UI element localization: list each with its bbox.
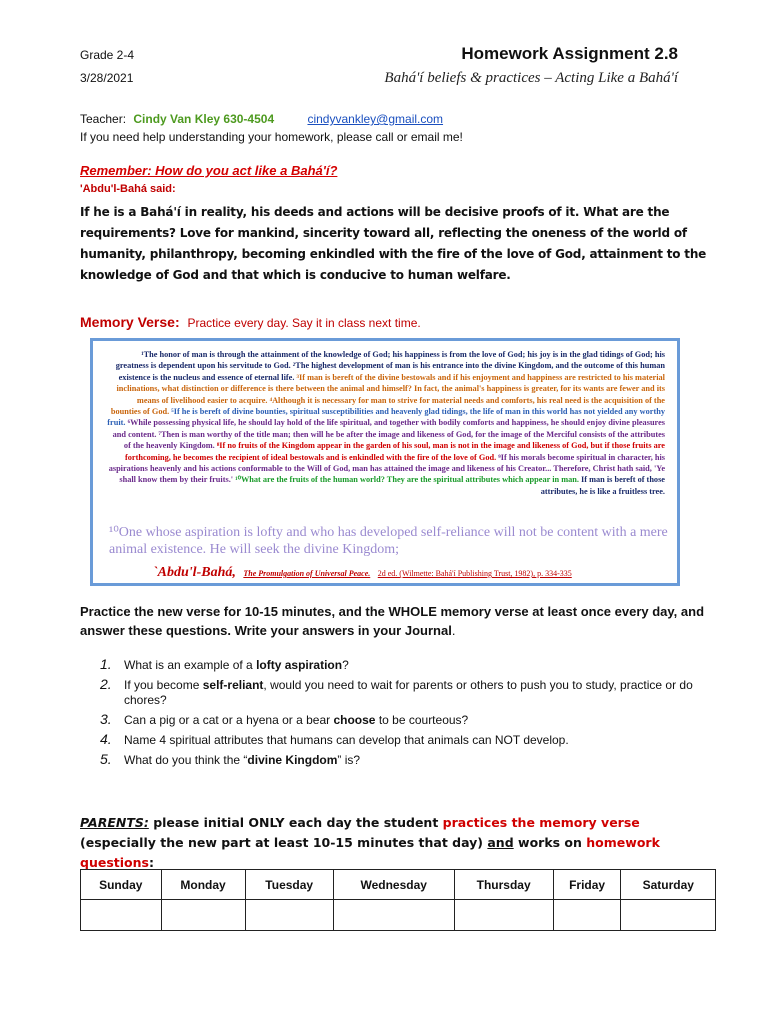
question-keyword: divine Kingdom: [247, 753, 338, 767]
question-list: [100, 658, 710, 773]
teacher-label: Teacher:: [80, 112, 127, 126]
page-title: Homework Assignment 2.8: [461, 44, 678, 63]
verse-part-10: If man is bereft of those attributes, he is like a fruitless tree.: [540, 475, 665, 496]
question-item: [100, 658, 710, 673]
parents-text-3: works on: [513, 835, 587, 850]
question-item: [100, 713, 710, 728]
question-text-end: ” is?: [337, 753, 361, 767]
initials-table: [80, 869, 716, 931]
verse-part-8: ⁹If his morals become spiritual in character, his aspirations heavenly and his actions conformable to the Will of God, man has attained the image and likeness of his Creator... Therefore, Christ hath said, 'Ye shall know them by their fruits.': [108, 452, 665, 485]
parents-text-1: please initial ONLY each day the student: [148, 815, 443, 830]
question-text-end: , would you need to wait for parents or others to push you to study, practice or do chores?: [124, 678, 693, 707]
question-number: 2.: [100, 676, 112, 692]
day-header: Saturday: [621, 870, 716, 900]
verse-part-5: ⁶While possessing physical life, he should lay hold of the life spiritual, and together with bodily comforts and happiness, he should enjoy divine pleasures and content.: [112, 418, 665, 439]
citation-book: The Promulgation of Universal Peace.: [243, 569, 371, 578]
parents-highlight-questions: homework questions: [80, 835, 660, 870]
question-text: Can a pig or a cat or a hyena or a bear: [124, 713, 334, 727]
day-header: Tuesday: [245, 870, 333, 900]
day-header: Friday: [553, 870, 621, 900]
question-item: [100, 733, 710, 748]
quote-attribution: 'Abdu'l-Bahá said:: [80, 183, 176, 195]
assignment-date: 3/28/2021: [80, 71, 134, 85]
day-header: Thursday: [454, 870, 553, 900]
initials-cell[interactable]: [553, 900, 621, 931]
question-number: 4.: [100, 731, 112, 747]
parents-label: PARENTS:: [80, 815, 149, 830]
verse-part-9: ¹⁰What are the fruits of the human world? They are the spiritual attributes which appear in man.: [235, 475, 579, 485]
initials-row: [81, 900, 716, 931]
question-text: Name 4 spiritual attributes that humans can develop that animals can NOT develop.: [124, 733, 569, 747]
parents-and: and: [487, 835, 514, 850]
verse-citation: [153, 565, 572, 581]
new-verse-text: ¹⁰One whose aspiration is lofty and who has developed self-reliance will not be content with a mere animal existence. He will seek the divine Kingdom;: [109, 525, 668, 557]
verse-part-3: ⁴Although it is necessary for man to strive for material needs and comforts, his real need is the acquisition of the bounties of God.: [110, 395, 665, 417]
verse-part-1: ¹The honor of man is through the attainment of the knowledge of God; his happiness is from the love of God; his joy is in the glad tidings of God; his greatness is dependent upon his servitude to God. ²The highest development of man is his entrance into the divine Kingdom, and the outcome of this human existence is the nucleus and essence of eternal life.: [115, 350, 665, 382]
question-number: 1.: [100, 656, 112, 672]
initials-cell[interactable]: [161, 900, 245, 931]
help-text: If you need help understanding your homework, please call or email me!: [80, 130, 463, 144]
remember-heading: Remember: How do you act like a Bahá'í?: [80, 163, 338, 178]
citation-author: `Abdu'l-Bahá,: [153, 565, 236, 580]
question-text-end: ?: [342, 658, 349, 672]
initials-cell[interactable]: [81, 900, 162, 931]
teacher-email-link[interactable]: cindyvankley@gmail.com: [307, 112, 444, 126]
citation-details: 2d ed. (Wilmette: Bahá'í Publishing Trust, 1982), p. 334-335: [377, 569, 572, 578]
memory-verse-box: [90, 338, 680, 586]
grade-level: Grade 2-4: [80, 48, 135, 62]
memory-verse-passage: [107, 349, 665, 497]
parents-instructions: [80, 813, 720, 873]
question-number: 5.: [100, 751, 112, 767]
verse-part-6: ⁷Then is man worthy of the title man; then will he be after the image and likeness of God, for the image of the Merciful consists of the attributes of the heavenly Kingdom.: [123, 429, 665, 451]
initials-cell[interactable]: [333, 900, 454, 931]
question-text: What is an example of a: [124, 658, 257, 672]
practice-end: .: [451, 623, 456, 638]
question-keyword: self-reliant: [202, 678, 264, 692]
question-keyword: lofty aspiration: [256, 658, 343, 672]
page-subtitle: Bahá'í beliefs & practices – Acting Like a Bahá'í: [384, 70, 678, 86]
question-text: If you become: [124, 678, 203, 692]
verse-part-2: ³If man is bereft of the divine bestowals and if his enjoyment and happiness are restricted to his material inclinations, what distinction or difference is there between the animal and himself? In fact, the animal's happiness is greater, for its wants are fewer and its means of livelihood easier to acquire.: [116, 372, 665, 405]
parents-text-2: (especially the new part at least 10-15 minutes that day): [80, 835, 488, 850]
verse-part-4: ⁵If he is bereft of divine bounties, spiritual susceptibilities and heavenly glad tidings, the life of man in this world has not yielded any worthy fruit.: [107, 407, 665, 428]
question-item: [100, 753, 710, 768]
question-number: 3.: [100, 711, 112, 727]
memory-verse-label: Memory Verse:: [80, 314, 180, 330]
teacher-name: Cindy Van Kley 630-4504: [133, 112, 275, 126]
parents-text-4: :: [148, 855, 154, 870]
initials-cell[interactable]: [245, 900, 333, 931]
question-text-end: to be courteous?: [375, 713, 469, 727]
parents-highlight-verse: practices the memory verse: [442, 815, 640, 830]
day-header: Wednesday: [333, 870, 454, 900]
memory-verse-instructions: Practice every day. Say it in class next time.: [187, 316, 421, 330]
memory-verse-heading: [80, 314, 421, 330]
initials-cell[interactable]: [621, 900, 716, 931]
day-header: Monday: [161, 870, 245, 900]
practice-text: Practice the new verse for 10-15 minutes, and the WHOLE memory verse at least once every day, and answer these questions. Write your answers in your Journal: [80, 604, 705, 638]
question-text: What do you think the “: [124, 753, 248, 767]
initials-cell[interactable]: [454, 900, 553, 931]
question-keyword: choose: [333, 713, 376, 727]
teacher-line: [80, 112, 443, 126]
table-header-row: [81, 870, 716, 900]
day-header: Sunday: [81, 870, 162, 900]
quote-text: If he is a Bahá'í in reality, his deeds and actions will be decisive proofs of it. What are the requirements? Love for mankind, sincerity toward all, reflecting the oneness of the world of humanity, philanthropy, becoming enkindled with the fire of the love of God, attainment to the knowledge of God and that which is conducive to human welfare.: [80, 205, 707, 282]
verse-part-7: ⁸If no fruits of the Kingdom appear in the garden of his soul, man is not in the image and likeness of God, but if those fruits are forthcoming, he becomes the recipient of ideal bestowals and is enkindled with the fire of the love of God.: [124, 441, 665, 462]
practice-instructions: [80, 602, 720, 640]
question-item: [100, 678, 710, 708]
